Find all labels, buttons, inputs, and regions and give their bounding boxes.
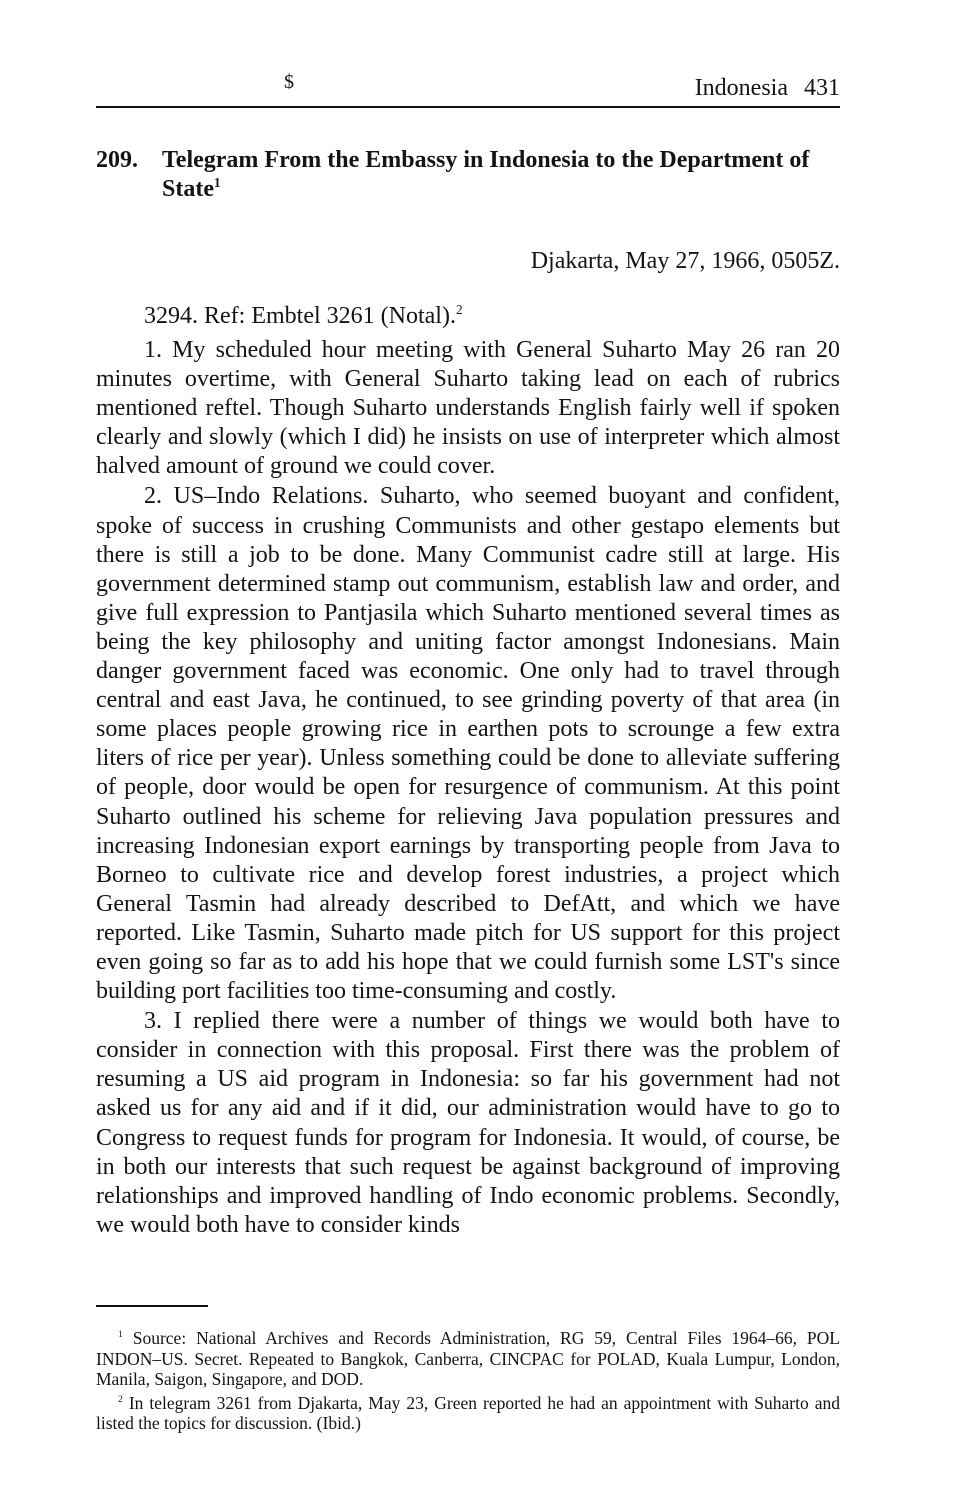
paragraph-3: 3. I replied there were a number of things we would both have to consider in connection with this proposal. First there was the problem of resuming a US aid program in Indonesia: so far his government had not asked us for any aid and if it did, our administration would have to go to Congress to request funds for program for Indonesia. It would, of course, be in both our interests that such request be against background of improving relationships and improved handling of Indo economic problems. Secondly, we would both have to consider kinds <box>96 1008 840 1238</box>
footnote-divider <box>96 1305 208 1307</box>
running-title: Indonesia <box>694 75 788 101</box>
footnote-ref-2: 2 <box>455 302 463 317</box>
footnote-1 <box>96 1328 840 1390</box>
telegram-body <box>96 336 840 1241</box>
document-title-block <box>162 146 846 204</box>
paragraph-1: 1. My scheduled hour meeting with General Suharto May 26 ran 20 minutes overtime, with General Suharto taking lead on each of rubrics mentioned reftel. Though Suharto understands English fairly well if spoken clearly and slowly (which I did) he insists on use of interpreter which almost halved amount of ground we could cover. <box>96 337 840 480</box>
footnote-1-mark: 1 <box>118 1329 123 1341</box>
document-heading <box>96 146 846 204</box>
footnotes <box>96 1328 840 1437</box>
running-header <box>96 71 840 108</box>
footnote-ref-1: 1 <box>213 175 221 190</box>
footnote-1-text: Source: National Archives and Records Administration, RG 59, Central Files 1964–66, POL INDON–US. Secret. Repeated to Bangkok, Canberra, CINCPAC for POLAD, Kuala Lumpur, London, Manila, Saigon, Singapore, and DOD. <box>96 1328 840 1389</box>
document-number: 209. <box>96 147 138 173</box>
reference-text: 3294. Ref: Embtel 3261 (Notal). <box>144 303 456 329</box>
page-number: 431 <box>804 75 840 101</box>
footnote-2-mark: 2 <box>118 1393 123 1405</box>
stray-mark: $ <box>284 71 294 93</box>
paragraph-2: 2. US–Indo Relations. Suharto, who seemed buoyant and confident, spoke of success in crushing Communists and other gestapo elements but there is still a job to be done. Many Communist cadre still at large. His government determined stamp out communism, establish law and order, and give full expression to Pantjasila which Suharto mentioned several times as being the key philosophy and uniting factor amongst Indonesians. Main danger government faced was economic. One only had to travel through central and east Java, he continued, to see grinding poverty of that area (in some places people growing rice in earthen pots to scrounge a few extra liters of rice per year). Unless something could be done to alleviate suffering of people, door would be open for resurgence of communism. At this point Suharto outlined his scheme for relieving Java population pressures and increasing Indonesian export earnings by transporting people from Java to Borneo to cultivate rice and develop forest industries, a project which General Tasmin had already described to DefAtt, and which we have reported. Like Tasmin, Suharto made pitch for US support for this project even going so far as to add his hope that we could furnish some LST's since building port facilities too time-consuming and costly. <box>96 483 840 1005</box>
footnote-2 <box>96 1393 840 1434</box>
footnote-2-text: In telegram 3261 from Djakarta, May 23, Green reported he had an appointment with Suharto and listed the topics for discussion. (Ibid.) <box>96 1392 840 1433</box>
reference-line <box>144 301 463 331</box>
document-title: Telegram From the Embassy in Indonesia to the Department of State <box>162 147 810 202</box>
dateline: Djakarta, May 27, 1966, 0505Z. <box>530 248 840 274</box>
